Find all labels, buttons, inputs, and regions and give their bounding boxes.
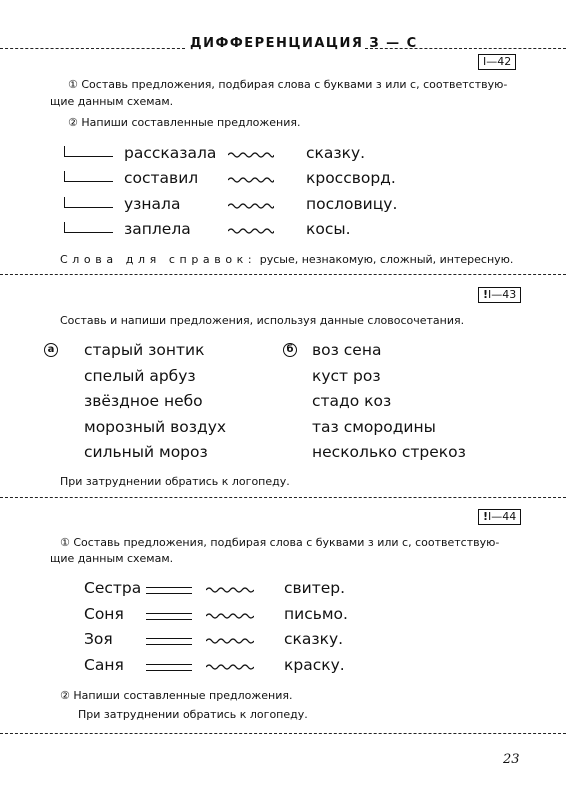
phrase-item: куст роз	[312, 367, 381, 385]
subject-word: Зоя	[84, 630, 113, 648]
exercise-badge: I—42	[478, 54, 516, 70]
wavy-underline	[228, 201, 274, 209]
phrase-item: морозный воздух	[84, 418, 227, 436]
task-1-instruction	[60, 535, 499, 550]
step-marker: ①	[60, 536, 70, 549]
attention-icon: !	[483, 288, 489, 301]
verb-word: заплела	[124, 220, 191, 238]
object-word: кроссворд.	[306, 169, 396, 187]
object-word: свитер.	[284, 579, 346, 597]
section-divider	[0, 274, 566, 275]
task-2-instruction	[60, 688, 292, 703]
section-divider	[0, 733, 566, 734]
subject-underline	[64, 146, 113, 157]
subject-word: Соня	[84, 605, 124, 623]
exercise-instruction: Составь и напиши предложения, используя данные словосочетания.	[60, 314, 465, 327]
column-b-marker: б	[283, 343, 297, 357]
phrase-item: звёздное небо	[84, 392, 203, 410]
object-word: сказку.	[306, 144, 366, 162]
hint-text: При затруднении обратись к логопеду.	[60, 475, 290, 488]
phrase-item: старый зонтик	[84, 341, 205, 359]
double-underline	[146, 638, 192, 645]
attention-icon: !	[483, 510, 489, 523]
wavy-underline	[206, 636, 254, 644]
phrase-item: воз сена	[312, 341, 382, 359]
instruction-line: Составь предложения, подбирая слова с буквами з или с, соответствую-	[81, 78, 508, 91]
object-word: сказку.	[284, 630, 344, 648]
wavy-underline	[228, 150, 274, 158]
instruction-continuation: щие данным схемам.	[50, 552, 174, 565]
object-word: письмо.	[284, 605, 348, 623]
instruction-continuation: щие данным схемам.	[50, 95, 174, 108]
instruction-line: Напиши составленные предложения.	[73, 689, 293, 702]
section-divider	[0, 497, 566, 498]
hint-text: При затруднении обратись к логопеду.	[78, 708, 308, 721]
object-word: пословицу.	[306, 195, 398, 213]
instruction-line: Напиши составленные предложения.	[81, 116, 301, 129]
verb-word: составил	[124, 169, 199, 187]
step-marker: ②	[60, 689, 70, 702]
phrase-item: таз смородины	[312, 418, 436, 436]
subject-underline	[64, 222, 113, 233]
wavy-underline	[206, 585, 254, 593]
wavy-underline	[206, 662, 254, 670]
page-number: 23	[503, 752, 520, 767]
phrase-item: стадо коз	[312, 392, 392, 410]
phrase-item: сильный мороз	[84, 443, 208, 461]
step-marker: ②	[68, 116, 78, 129]
column-a-marker: a	[44, 343, 58, 357]
header-divider-right	[365, 48, 566, 49]
step-marker: ①	[68, 78, 78, 91]
subject-underline	[64, 197, 113, 208]
verb-word: узнала	[124, 195, 181, 213]
wavy-underline	[228, 175, 274, 183]
verb-word: рассказала	[124, 144, 217, 162]
header-divider-left	[0, 48, 185, 49]
phrase-item: несколько стрекоз	[312, 443, 466, 461]
task-1-instruction	[68, 77, 507, 92]
exercise-badge	[478, 509, 521, 525]
wavy-underline	[228, 226, 274, 234]
double-underline	[146, 587, 192, 594]
page-header-title: ДИФФЕРЕНЦИАЦИЯ З — С	[190, 36, 418, 51]
double-underline	[146, 613, 192, 620]
reference-label: Слова для справок:	[60, 253, 257, 266]
reference-list: русые, незнакомую, сложный, интересную.	[259, 253, 514, 266]
instruction-line: Составь предложения, подбирая слова с буквами з или с, соответствую-	[73, 536, 500, 549]
double-underline	[146, 664, 192, 671]
badge-number: I—44	[488, 510, 517, 523]
exercise-badge	[478, 287, 521, 303]
phrase-item: спелый арбуз	[84, 367, 196, 385]
object-word: краску.	[284, 656, 345, 674]
reference-words	[60, 252, 513, 267]
subject-word: Саня	[84, 656, 124, 674]
wavy-underline	[206, 611, 254, 619]
badge-number: I—43	[488, 288, 517, 301]
subject-underline	[64, 171, 113, 182]
task-2-instruction	[68, 115, 300, 130]
subject-word: Сестра	[84, 579, 142, 597]
object-word: косы.	[306, 220, 351, 238]
